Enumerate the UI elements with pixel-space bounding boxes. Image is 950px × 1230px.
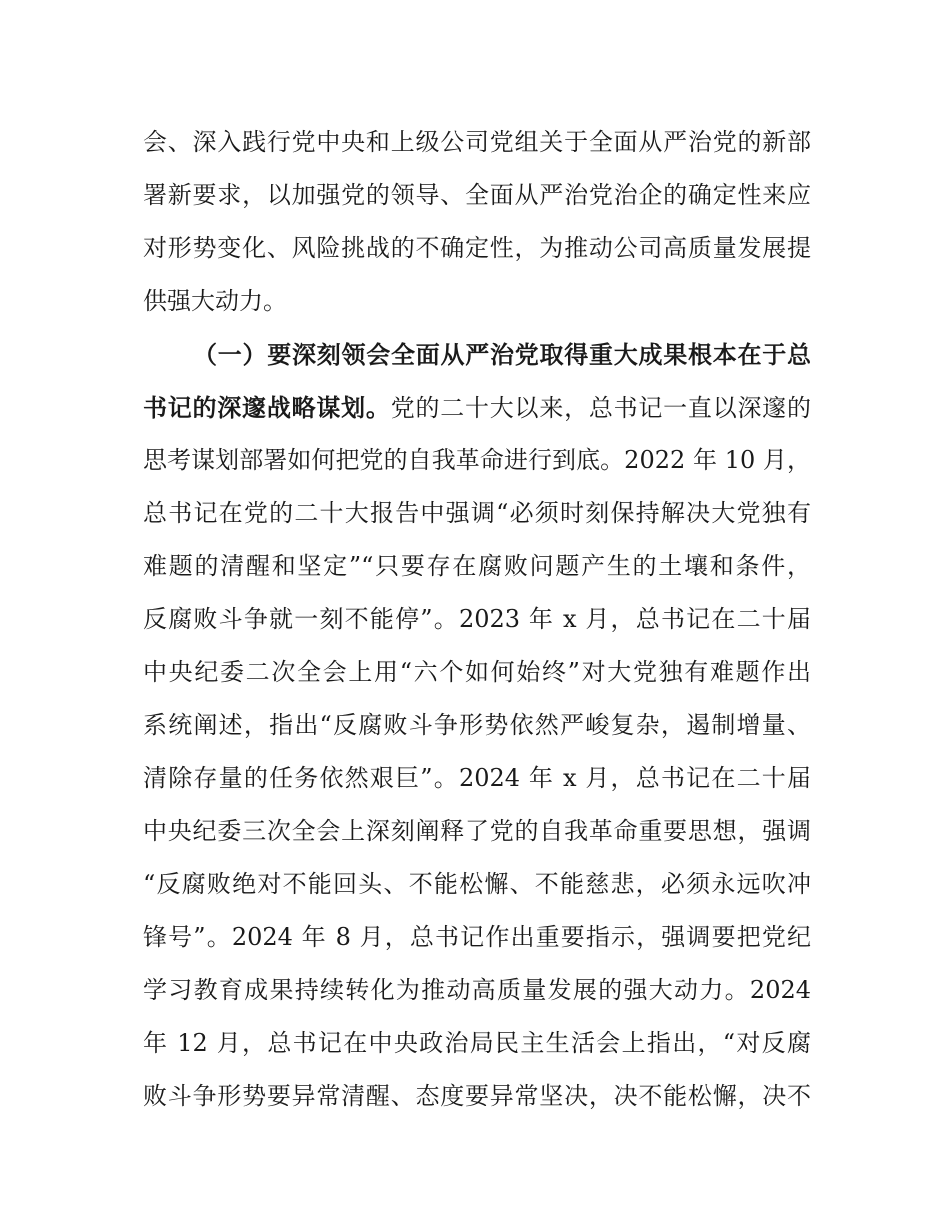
text-line: 会、深入践行党中央和上级公司党组关于全面从严治党的新部 — [143, 128, 811, 156]
section-heading: （一）要深刻领会全面从严治党取得重大成果根本在于总 — [193, 340, 811, 369]
text-line: 供强大动力。 — [143, 287, 287, 315]
text-line: 锋号”。2024 年 8 月，总书记作出重要指示，强调要把党纪 — [143, 923, 811, 951]
text-line: 清除存量的任务依然艰巨”。2024 年 x 月，总书记在二十届 — [143, 764, 811, 792]
text-line: 难题的清醒和坚定”“只要存在腐败问题产生的土壤和条件， — [143, 552, 811, 580]
text-line: “反腐败绝对不能回头、不能松懈、不能慈悲，必须永远吹冲 — [143, 870, 811, 898]
paragraph-continuation — [143, 116, 811, 328]
heading-continuation-line — [143, 381, 811, 434]
text-line: 对形势变化、风险挑战的不确定性，为推动公司高质量发展提 — [143, 234, 811, 262]
body-text: 党的二十大以来，总书记一直以深邃的 — [390, 394, 812, 422]
text-line: 中央纪委三次全会上深刻阐释了党的自我革命重要思想，强调 — [143, 817, 811, 845]
text-line: 学习教育成果持续转化为推动高质量发展的强大动力。2024 — [143, 976, 811, 1004]
text-line: 思考谋划部署如何把党的自我革命进行到底。2022 年 10 月， — [143, 446, 811, 474]
text-line: 反腐败斗争就一刻不能停”。2023 年 x 月，总书记在二十届 — [143, 605, 811, 633]
text-line: 中央纪委二次全会上用“六个如何始终”对大党独有难题作出 — [143, 658, 811, 686]
text-line: 年 12 月，总书记在中央政治局民主生活会上指出，“对反腐 — [143, 1029, 811, 1057]
text-line: 总书记在党的二十大报告中强调“必须时刻保持解决大党独有 — [143, 499, 811, 527]
section-heading-tail: 书记的深邃战略谋划。 — [143, 393, 391, 422]
section-paragraph — [143, 328, 811, 1123]
text-line: 署新要求，以加强党的领导、全面从严治党治企的确定性来应 — [143, 181, 811, 209]
text-line: 系统阐述，指出“反腐败斗争形势依然严峻复杂，遏制增量、 — [143, 711, 811, 739]
text-line: 败斗争形势要异常清醒、态度要异常坚决，决不能松懈，决不 — [143, 1082, 811, 1110]
